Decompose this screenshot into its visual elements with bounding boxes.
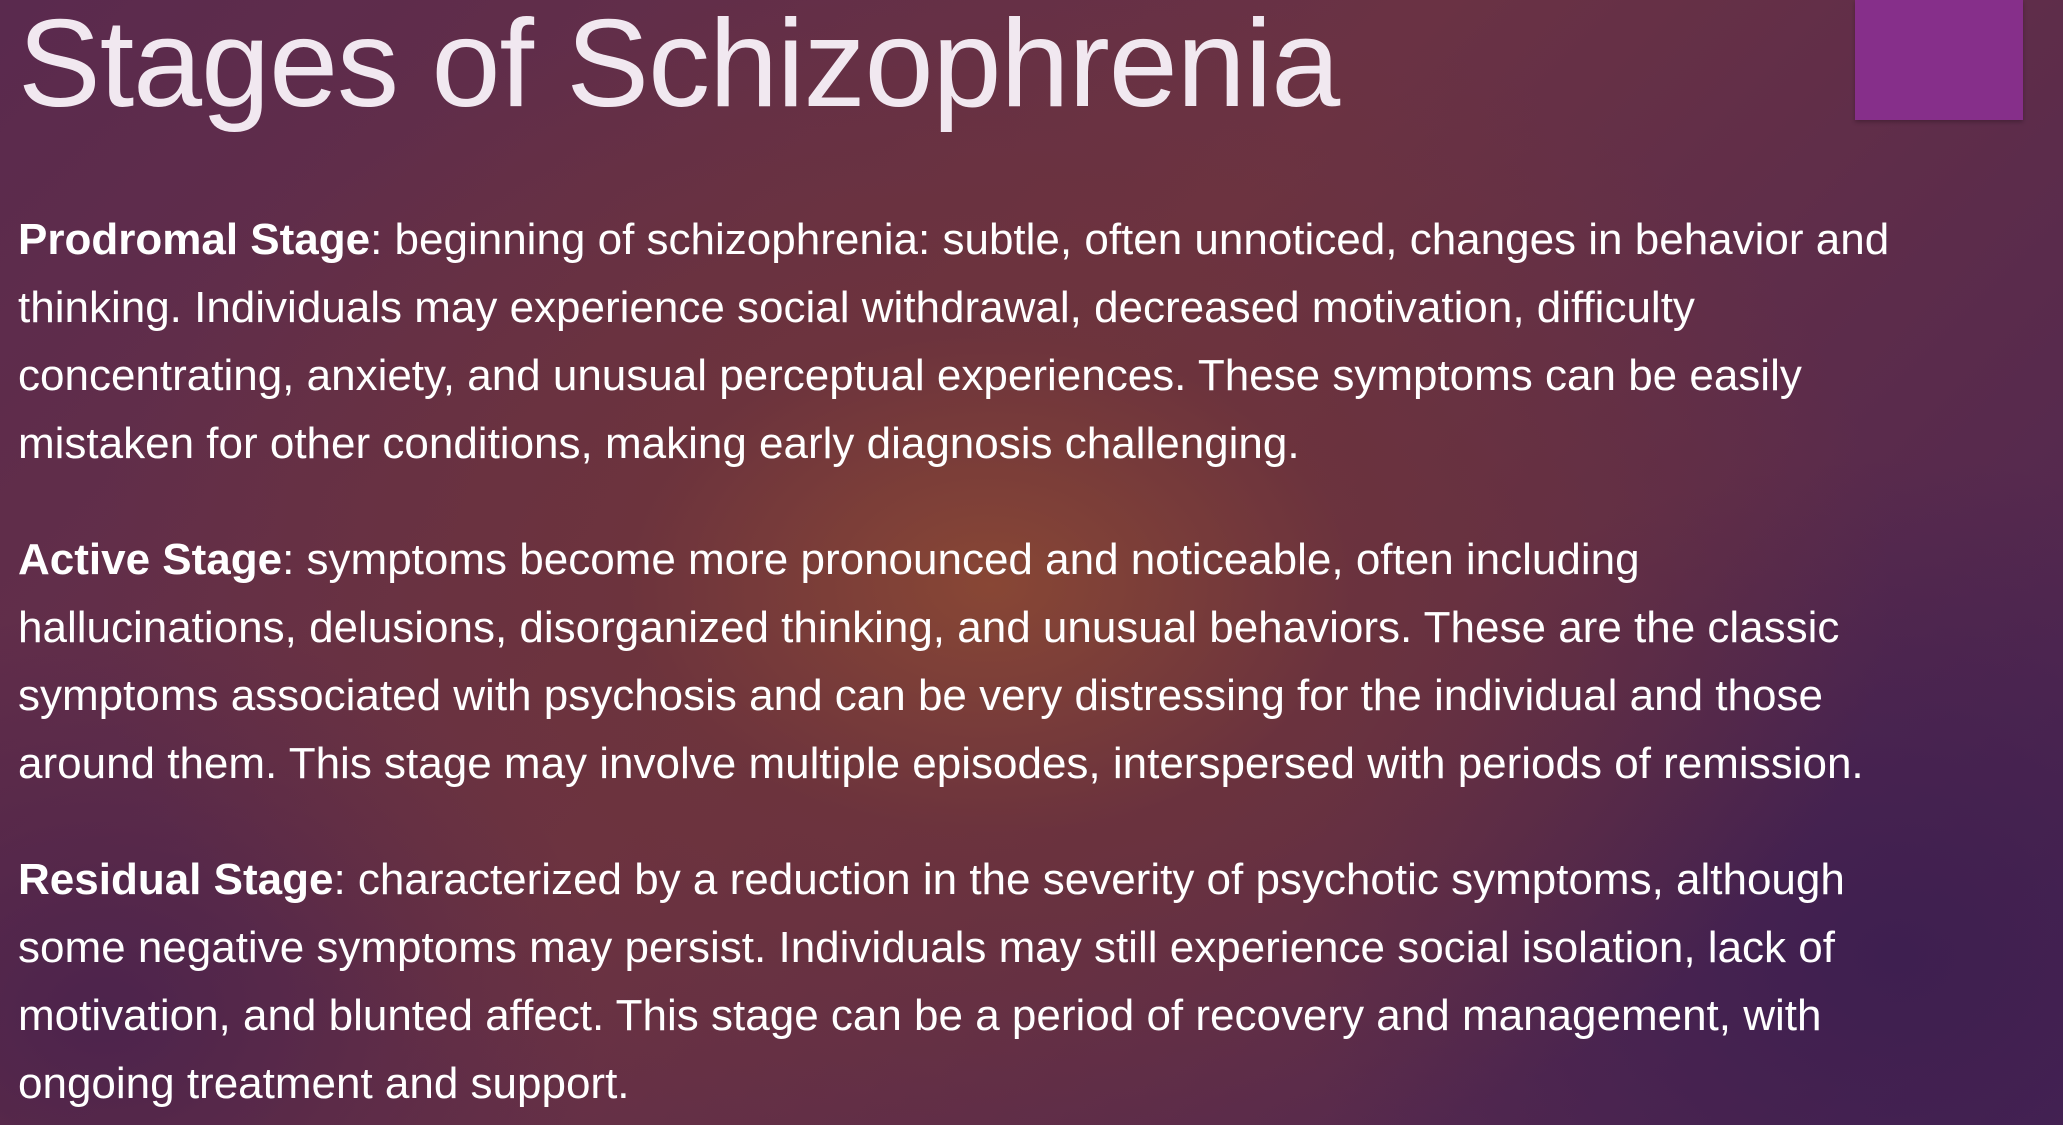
stage-active	[18, 526, 2058, 798]
slide-title: Stages of Schizophrenia	[18, 0, 1340, 133]
stage-name: Residual Stage	[18, 855, 334, 904]
stage-prodromal	[18, 206, 2058, 478]
stage-description: : symptoms become more pronounced and noticeable, often including hallucinations, delusions, disorganized thinking, and unusual behaviors. These are the classic symptoms associated with psychosis and can be very distressing for the individual and those around them. This stage may involve multiple episodes, interspersed with periods of remission.	[18, 535, 1864, 788]
stage-description: : characterized by a reduction in the severity of psychotic symptoms, although some negative symptoms may persist. Individuals may still experience social isolation, lack of motivation, and blunted affect. This stage can be a period of recovery and management, with ongoing treatment and support.	[18, 855, 1845, 1108]
stage-description: : beginning of schizophrenia: subtle, often unnoticed, changes in behavior and thinking. Individuals may experience social withdrawal, decreased motivation, difficulty concentrating, anxiety, and unusual perceptual experiences. These symptoms can be easily mistaken for other conditions, making early diagnosis challenging.	[18, 215, 1890, 468]
accent-square	[1855, 0, 2023, 120]
stage-name: Prodromal Stage	[18, 215, 371, 264]
slide-content	[18, 206, 2058, 1125]
stage-name: Active Stage	[18, 535, 283, 584]
stage-residual	[18, 846, 2058, 1118]
